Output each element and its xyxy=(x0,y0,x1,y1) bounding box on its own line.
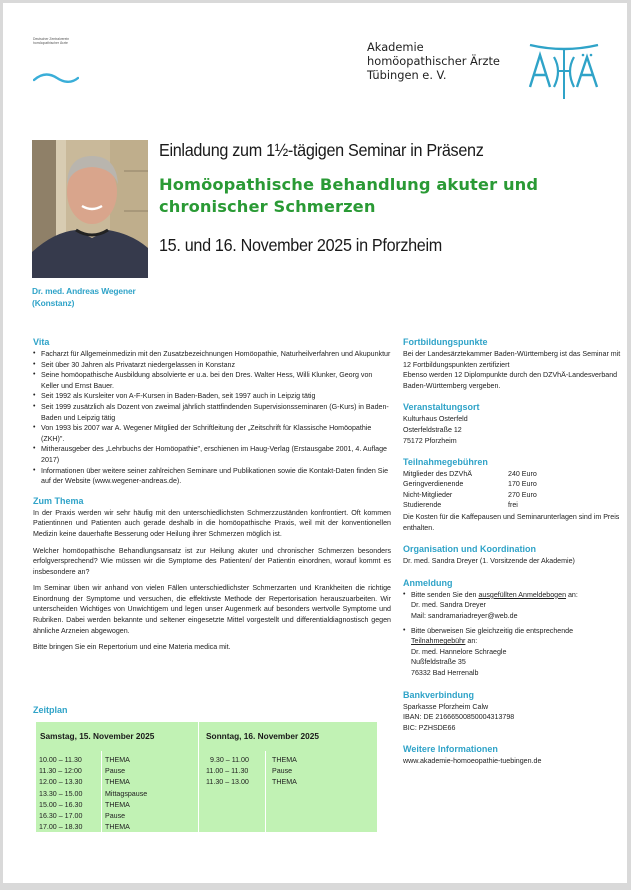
flyer-page xyxy=(3,3,627,883)
anmeldung-item-2-suffix: an: xyxy=(465,637,478,646)
info-heading: Weitere Informationen xyxy=(403,744,498,755)
fees-note: Die Kosten für die Kaffepausen und Seminarunterlagen sind im Preis enthalten. xyxy=(403,512,620,532)
slot-topic: Mittagspause xyxy=(105,789,148,798)
right-column xyxy=(403,336,621,767)
vita-heading: Vita xyxy=(33,337,50,347)
fortbildung-text: Bei der Landesärztekammer Baden-Württemberg ist das Seminar mit 12 Fortbildungspunkten zertifiziert xyxy=(403,350,621,369)
schedule-row xyxy=(206,777,297,788)
left-column xyxy=(33,336,391,653)
slot-topic: Pause xyxy=(272,767,293,776)
vita-item: • Seit 1992 als Kursleiter von A-F-Kursen in Baden-Baden, seit 1997 auch in Leipzig tätig xyxy=(33,391,391,402)
slot-time: 16.30 – 17.00 xyxy=(39,812,83,821)
academy-name xyxy=(367,40,500,82)
anmeldung-item-2-prefix: Bitte überweisen Sie gleichzeitig die entsprechende xyxy=(411,626,574,635)
fee-label: Studierende xyxy=(403,500,442,509)
schedule-divider xyxy=(198,722,199,832)
fee-label: Nicht-Mitglieder xyxy=(403,490,453,499)
speaker-photo xyxy=(32,140,148,278)
thema-paragraph: Welcher homöopathische Behandlungsansatz ist zur Heilung akuter und chronischer Schmerzen besonders erfolgversprechend? Wie müssen wir die Symptome des Patienten/ der Patientin einordnen, worauf kommt es insbesondere an? xyxy=(33,546,391,576)
slot-topic: THEMA xyxy=(105,756,130,764)
fee-price: 170 Euro xyxy=(508,480,537,489)
day-1-slots xyxy=(39,755,147,833)
fee-label: Mitglieder des DZVhÄ xyxy=(403,470,472,479)
slot-time: 9.30 – 11.00 xyxy=(210,756,249,764)
info-url[interactable]: www.akademie-homoeopathie-tuebingen.de xyxy=(403,757,542,766)
fee-price: frei xyxy=(508,500,518,509)
slot-time: 10.00 – 11.30 xyxy=(39,756,82,764)
slot-topic: THEMA xyxy=(272,756,297,764)
slot-topic: Pause xyxy=(105,812,126,821)
vita-item: • Von 1993 bis 2007 war A. Wegener Mitglied der Schriftleitung der „Zeitschrift für Klassische Homöopathie (ZKH)". xyxy=(33,423,391,444)
vita-item: • Facharzt für Allgemeinmedizin mit den Zusatzbezeichnungen Homöopathie, Naturheilverfahren und Akupunktur xyxy=(33,349,391,360)
day-2-title: Sonntag, 16. November 2025 xyxy=(206,731,319,741)
seminar-title-line-2: chronischer Schmerzen xyxy=(159,197,376,216)
anmeldung-item-1-suffix: an: xyxy=(566,590,578,599)
anmeldung-contact-line: Mail: sandramariadreyer@web.de xyxy=(411,611,518,620)
schedule-row xyxy=(206,755,297,766)
schedule-table xyxy=(36,722,377,832)
schedule-row xyxy=(39,800,147,811)
invitation-line: Einladung zum 1½-tägigen Seminar in Präsenz xyxy=(159,140,484,160)
gebuehren-heading: Teilnahmegebühren xyxy=(403,457,488,468)
anmeldung-item-1-prefix: Bitte senden Sie den xyxy=(411,590,479,599)
date-location: 15. und 16. November 2025 in Pforzheim xyxy=(159,235,442,255)
schedule-row xyxy=(39,822,147,833)
slot-time: 15.00 – 16.30 xyxy=(39,800,83,809)
speaker-location: (Konstanz) xyxy=(32,297,75,308)
fees-table xyxy=(403,469,621,510)
fortbildung-text: Ebenso werden 12 Diplompunkte durch den DZVhÄ-Landesverband Baden-Württemberg vergeben. xyxy=(403,371,618,390)
bank-line: Sparkasse Pforzheim Calw xyxy=(403,702,489,711)
dzva-logo-text-1: Deutscher Zentralverein xyxy=(33,37,70,41)
anmeldung-heading: Anmeldung xyxy=(403,577,453,588)
bank-line: BIC: PZHSDE66 xyxy=(403,723,456,732)
anmeldung-payment-line: 76332 Bad Herrenalb xyxy=(411,668,479,677)
slot-time: 11.00 – 11.30 xyxy=(206,767,249,776)
vita-item: • Mitherausgeber des „Lehrbuchs der Homöopathie", erschienen im Haug-Verlag (Erstausgabe 2001, 4. Auflage 2017) xyxy=(33,444,391,465)
thema-paragraph: In der Praxis werden wir sehr häufig mit den unterschiedlichsten Schmerzzuständen konfrontiert. Oft kommen Patientinnen und Patienten auch gerade deshalb in die homöopathische Praxis, weil mit der konventionellen Medizin keine dauerhafte Besserung oder Heilung ihrer Schmerzen möglich ist. xyxy=(33,508,391,538)
bank-heading: Bankverbindung xyxy=(403,689,475,700)
schedule-row xyxy=(206,766,297,777)
speaker-name: Dr. med. Andreas Wegener xyxy=(32,286,136,296)
academy-name-line-1: Akademie xyxy=(367,40,424,54)
day-2-slots xyxy=(206,755,297,789)
dzva-logo-text-2: homöopathischer Ärzte xyxy=(33,41,68,46)
anmeldung-item xyxy=(403,590,621,622)
anmeldung-contact-line: Dr. med. Sandra Dreyer xyxy=(411,601,486,610)
schedule-row xyxy=(39,766,147,777)
thema-heading: Zum Thema xyxy=(33,495,84,506)
fee-price: 240 Euro xyxy=(508,470,537,479)
thema-paragraph: Bitte bringen Sie ein Repertorium und eine Materia medica mit. xyxy=(33,643,231,652)
teilnahmegebuehr-link[interactable]: Teilnahmegebühr xyxy=(411,637,466,646)
fee-price: 270 Euro xyxy=(508,490,537,499)
aha-logo-icon xyxy=(524,43,604,101)
slot-topic: THEMA xyxy=(105,823,130,832)
academy-name-line-2: homöopathischer Ärzte xyxy=(367,54,500,68)
speaker-caption xyxy=(32,286,136,309)
slot-time: 17.00 – 18.30 xyxy=(39,823,83,832)
slot-time: 11.30 – 13.00 xyxy=(206,778,249,787)
vita-item: • Seit über 30 Jahren als Privatarzt niedergelassen in Konstanz xyxy=(33,360,391,371)
ort-line: Kulturhaus Osterfeld xyxy=(403,415,468,424)
organisation-text: Dr. med. Sandra Dreyer (1. Vorsitzende der Akademie) xyxy=(403,557,575,566)
slot-topic: THEMA xyxy=(105,800,130,809)
anmeldung-payment-line: Dr. med. Hannelore Schraegle xyxy=(411,647,507,656)
ort-heading: Veranstaltungsort xyxy=(403,402,480,413)
slot-time: 13.30 – 15.00 xyxy=(39,789,83,798)
slot-time: 11.30 – 12:00 xyxy=(39,767,82,776)
academy-name-line-3: Tübingen e. V. xyxy=(367,68,447,82)
vita-item: • Seit 1999 zusätzlich als Dozent von zweimal jährlich stattfindenden Supervisionsseminaren (G-Kurs) in Baden-Baden und Leipzig tätig xyxy=(33,402,391,423)
slot-topic: Pause xyxy=(105,767,126,776)
vita-item: • Seine homöopathische Ausbildung absolvierte er u.a. bei den Dres. Walter Hess, Willi Klunker, Georg von Keller und Ernst Bauer. xyxy=(33,370,391,391)
ort-line: 75172 Pforzheim xyxy=(403,436,457,445)
day-1-title: Samstag, 15. November 2025 xyxy=(40,731,155,741)
anmeldung-list xyxy=(403,590,621,679)
anmeldung-payment-line: Nußfeldstraße 35 xyxy=(411,658,466,667)
thema-paragraph: Im Seminar üben wir anhand von vielen Fällen unterschiedlichster Schmerzarten und Krankheiten die richtige Einordnung der Symptome und versuchen, die effektivste Methode der Repertorisation herauszuarbeiten. Wir unterscheiden Wichtiges von Unwichtigem und legen unser Augenmerk auf besonders wertvolle Symptome und Rubriken. Dabei werden bekannte und seltener eingesetzte Mittel vorgestellt und differentialdiagnostisch gegen ähnliche Arzneien abgewogen. xyxy=(33,584,391,635)
schedule-row xyxy=(39,811,147,822)
bank-line: IBAN: DE 21666500850004313798 xyxy=(403,713,515,722)
organisation-heading: Organisation und Koordination xyxy=(403,544,536,555)
schedule-row xyxy=(39,789,147,800)
vita-list xyxy=(33,349,391,487)
fortbildung-heading: Fortbildungspunkte xyxy=(403,337,488,347)
schedule-row xyxy=(39,755,147,766)
slot-topic: THEMA xyxy=(105,778,130,787)
fee-label: Geringverdienende xyxy=(403,480,464,489)
vita-item: • Informationen über weitere seiner zahlreichen Seminare und Publikationen sowie die Kontakt-Daten finden Sie auf der Website (www.wegener-andreas.de). xyxy=(33,466,391,487)
slot-topic: THEMA xyxy=(272,778,297,787)
zeitplan-heading: Zeitplan xyxy=(33,705,68,715)
seminar-title xyxy=(159,174,538,218)
anmeldebogen-link[interactable]: ausgefüllten Anmeldebogen xyxy=(478,590,567,599)
dzva-logo xyxy=(33,37,103,46)
schedule-row xyxy=(39,777,147,788)
anmeldung-item xyxy=(403,626,621,679)
slot-time: 12.00 – 13.30 xyxy=(39,778,83,787)
wave-icon xyxy=(33,73,79,85)
seminar-title-line-1: Homöopathische Behandlung akuter und xyxy=(159,175,539,194)
ort-line: Osterfeldstraße 12 xyxy=(403,425,462,434)
